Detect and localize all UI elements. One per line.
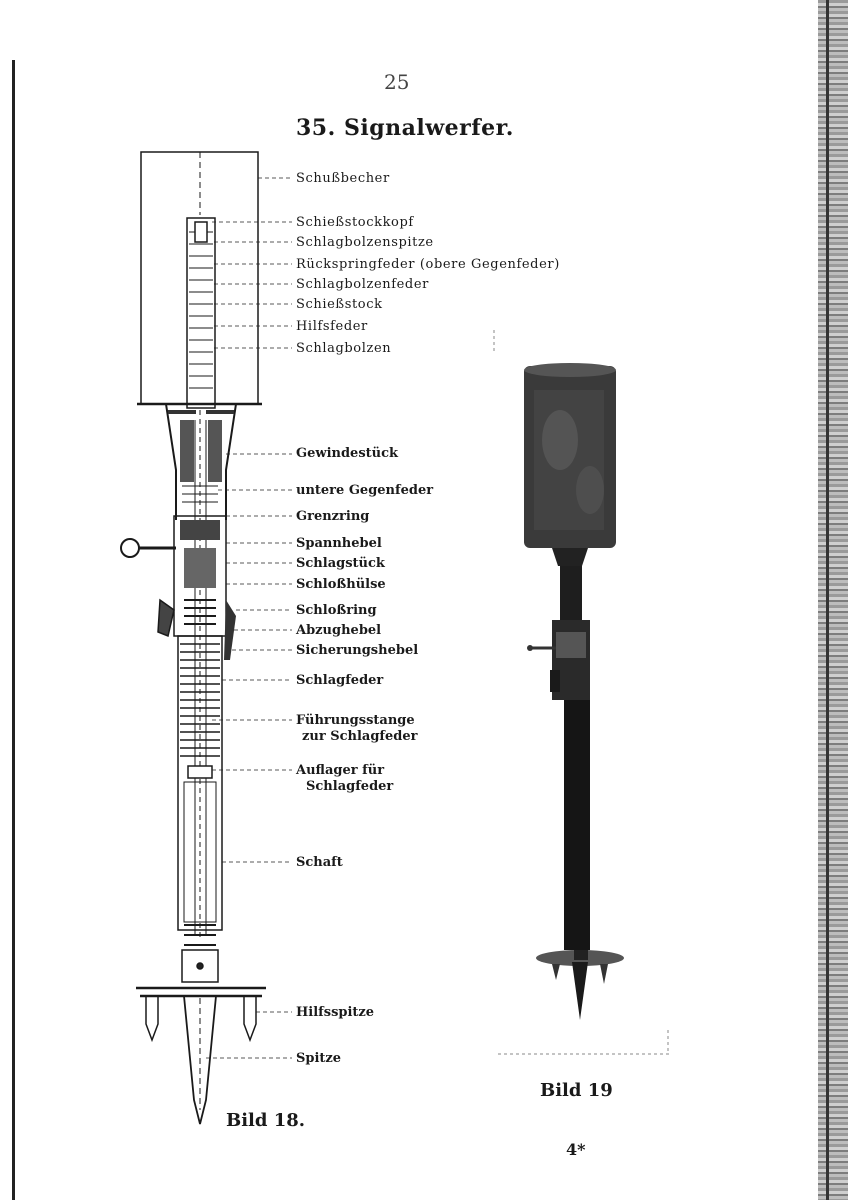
- page-number: 25: [384, 70, 410, 94]
- label-gewindestueck: Gewindestück: [296, 446, 399, 461]
- section-name: Signalwerfer.: [343, 115, 514, 141]
- label-grenzring: Grenzring: [296, 509, 370, 524]
- label-untere-gegenfeder: untere Gegenfeder: [296, 483, 434, 498]
- label-schiessstock: Schießstock: [296, 297, 383, 312]
- label-abzughebel: Abzughebel: [296, 623, 382, 638]
- signature-mark: 4*: [566, 1140, 586, 1159]
- label-schaft: Schaft: [296, 855, 343, 870]
- label-auflager-schlagfeder: Schlagfeder: [306, 779, 394, 794]
- label-zur-schlagfeder: zur Schlagfeder: [302, 729, 418, 744]
- label-schlagstueck: Schlagstück: [296, 556, 385, 571]
- label-fuehrungsstange: Führungsstange: [296, 713, 415, 728]
- label-schlagfeder: Schlagfeder: [296, 673, 384, 688]
- label-sicherungshebel: Sicherungshebel: [296, 643, 419, 658]
- label-schlagbolzenspitze: Schlagbolzenspitze: [296, 235, 434, 250]
- label-auflager-fuer: Auflager für: [296, 763, 385, 778]
- label-schlagbolzen: Schlagbolzen: [296, 341, 392, 356]
- label-hilfsspitze: Hilfsspitze: [296, 1005, 375, 1020]
- label-schlagbolzenfeder: Schlagbolzenfeder: [296, 277, 429, 292]
- figure18-caption: Bild 18.: [226, 1110, 306, 1131]
- label-schussbecher: Schußbecher: [296, 171, 390, 186]
- section-number: 35.: [296, 115, 336, 141]
- label-schlossring: Schloßring: [296, 603, 377, 618]
- label-schlosshuelse: Schloßhülse: [296, 577, 386, 592]
- label-spannhebel: Spannhebel: [296, 536, 382, 551]
- label-spitze: Spitze: [296, 1051, 342, 1066]
- label-hilfsfeder: Hilfsfeder: [296, 319, 368, 334]
- label-rueckspringfeder: Rückspringfeder (obere Gegenfeder): [296, 257, 560, 272]
- figure19-caption: Bild 19: [540, 1080, 613, 1101]
- label-schiessstockkopf: Schießstockkopf: [296, 215, 414, 230]
